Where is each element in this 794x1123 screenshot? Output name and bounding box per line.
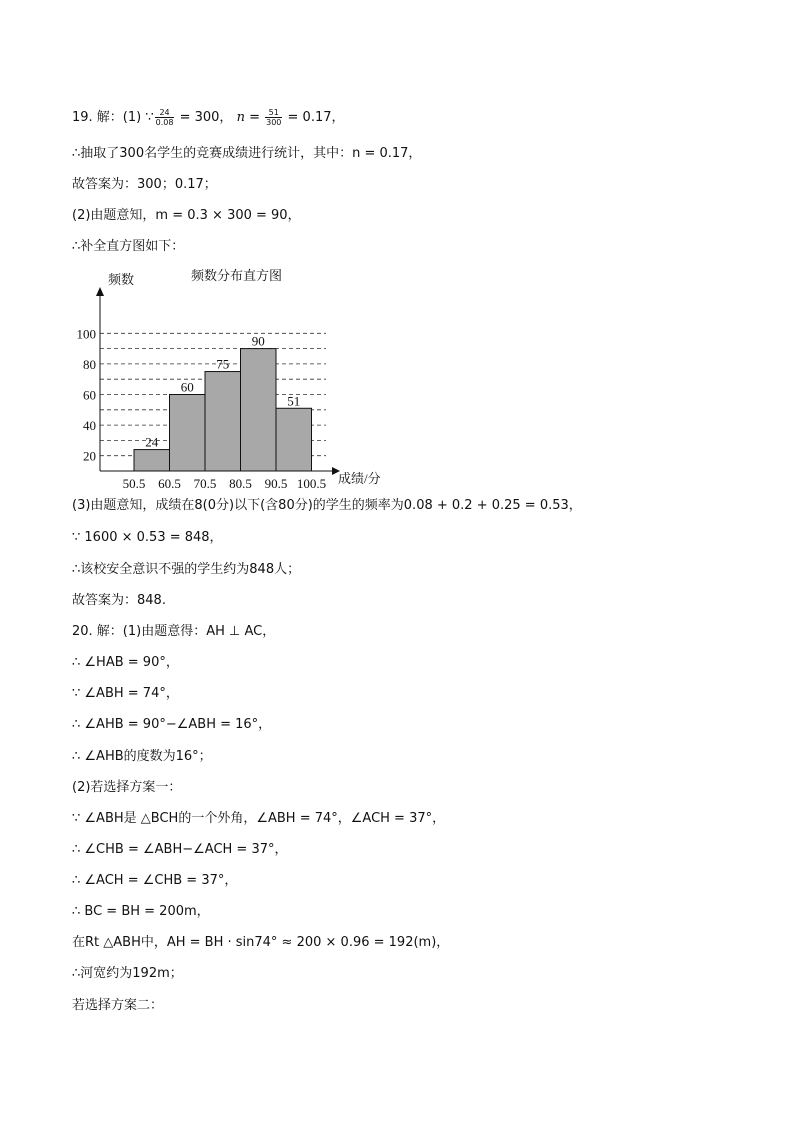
q20-line-2: ∴ ∠HAB = 90°， [72, 655, 179, 670]
q19-line-5: ∴补全直方图如下： [72, 239, 185, 254]
y-tick-60: 60 [83, 387, 96, 403]
q20-line-4: ∴ ∠AHB = 90°−∠ABH = 16°， [72, 717, 272, 732]
y-tick-40: 40 [83, 418, 96, 434]
x-tick-60.5: 60.5 [158, 476, 181, 491]
q20-line-10: ∴ BC = BH = 200m， [72, 904, 210, 919]
q20-line-7: ∵ ∠ABH是 △BCH的一个外角，∠ABH = 74°，∠ACH = 37°， [72, 811, 446, 826]
bar-label-90: 90 [251, 333, 265, 349]
fraction-1-numerator: 24 [155, 108, 175, 118]
bar-50.5-60.5 [134, 450, 170, 471]
bar-label-60: 60 [180, 379, 194, 395]
bar-60.5-70.5 [170, 395, 206, 472]
bar-80.5-90.5 [241, 349, 277, 471]
frequency-histogram [70, 266, 410, 491]
x-tick-70.5: 70.5 [193, 476, 217, 491]
fraction-2-numerator: 51 [265, 108, 282, 118]
fraction-1-denominator: 0.08 [155, 118, 174, 127]
q20-line-6: (2)若选择方案一： [72, 780, 182, 795]
q19-line-1 [72, 108, 345, 127]
bar-90.5-100.5 [276, 408, 312, 471]
bar-label-24: 24 [145, 434, 159, 450]
y-tick-labels [77, 326, 97, 463]
y-axis-label: 频数 [108, 272, 135, 287]
y-tick-100: 100 [76, 326, 96, 342]
q20-line-12: ∴河宽约为192m； [72, 966, 183, 981]
variable-n: n [236, 110, 245, 125]
fraction-2 [265, 108, 282, 127]
x-axis-label: 成绩/分 [338, 471, 381, 486]
fraction-1 [155, 108, 175, 127]
fraction-2-denominator: 300 [266, 118, 282, 127]
chart-title: 频数分布直方图 [191, 268, 283, 283]
bar-label-51: 51 [287, 393, 301, 409]
bar-70.5-80.5 [205, 372, 241, 471]
x-tick-50.5: 50.5 [122, 476, 146, 491]
q20-line-8: ∴ ∠CHB = ∠ABH−∠ACH = 37°， [72, 842, 288, 857]
q20-line-1: 20. 解：(1)由题意得：AH ⊥ AC， [72, 624, 276, 639]
x-tick-100.5: 100.5 [296, 476, 327, 491]
x-tick-labels [123, 476, 327, 491]
x-tick-90.5: 90.5 [264, 476, 288, 491]
q19-line-1-eq: = [244, 110, 265, 125]
y-tick-80: 80 [83, 356, 96, 372]
q19-line-9: 故答案为：848. [72, 593, 166, 608]
q20-line-11: 在Rt △ABH中，AH = BH · sin74° ≈ 200 × 0.96 = 192(m)， [72, 935, 450, 950]
q19-line-2: ∴抽取了300名学生的竞赛成绩进行统计，其中：n = 0.17， [72, 146, 422, 161]
q19-line-8: ∴该校安全意识不强的学生约为848人； [72, 562, 301, 577]
q19-line-1-mid: = 300， [175, 110, 233, 125]
q19-line-7: ∵ 1600 × 0.53 = 848， [72, 530, 223, 545]
q19-line-1-end: = 0.17， [283, 110, 345, 125]
x-tick-80.5: 80.5 [229, 476, 252, 491]
q19-line-4: (2)由题意知，m = 0.3 × 300 = 90， [72, 208, 301, 223]
q19-line-6: (3)由题意知，成绩在8(0分)以下(含80分)的学生的频率为0.08 + 0.2 + 0.25 = 0.53， [72, 498, 582, 513]
q20-line-9: ∴ ∠ACH = ∠CHB = 37°， [72, 873, 238, 888]
y-tick-20: 20 [83, 448, 96, 464]
y-axis-arrow [96, 287, 104, 296]
q20-line-13: 若选择方案二： [72, 998, 164, 1013]
q19-line-3: 故答案为：300；0.17； [72, 177, 217, 192]
bar-label-75: 75 [216, 356, 230, 372]
q20-line-5: ∴ ∠AHB的度数为16°； [72, 749, 212, 764]
q19-line-1-prefix: 19. 解：(1) ∵ [72, 110, 154, 125]
q20-line-3: ∵ ∠ABH = 74°， [72, 686, 179, 701]
